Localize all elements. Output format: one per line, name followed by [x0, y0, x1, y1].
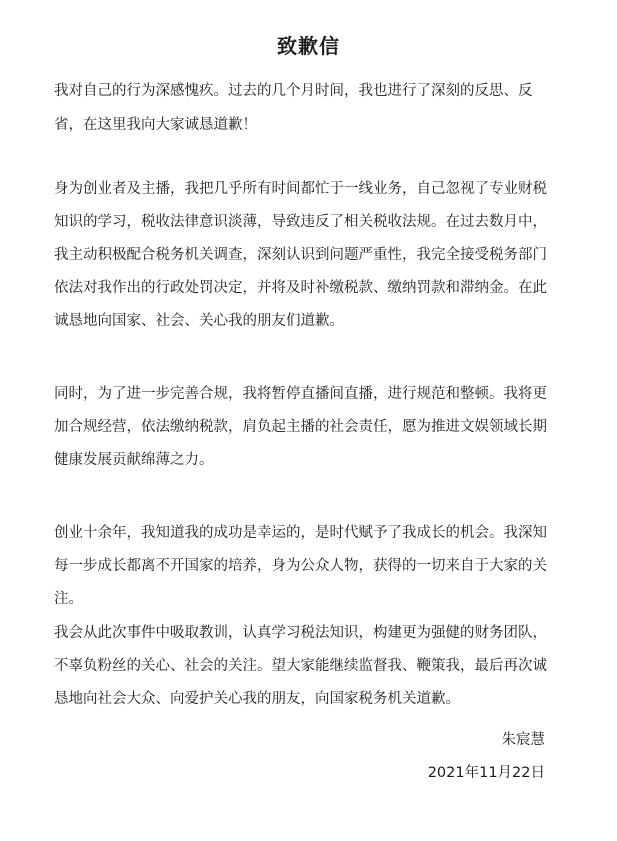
paragraph-4-line-1: 创业十余年，我知道我的成功是幸运的，是时代赋予了我成长的机会。我深知 [54, 525, 547, 541]
signature: 朱宸慧 [501, 732, 545, 748]
paragraph-3-line-2: 加合规经营，依法缴纳税款，肩负起主播的社会责任，愿为推进文娱领域长期 [54, 419, 547, 435]
paragraph-1-line-1: 我对自己的行为深感愧疚。过去的几个月时间，我也进行了深刻的反思、反 [54, 83, 533, 99]
paragraph-3-line-3: 健康发展贡献绵薄之力。 [54, 452, 214, 468]
paragraph-5-line-2: 不辜负粉丝的关心、社会的关注。望大家能继续监督我、鞭策我，最后再次诚 [54, 658, 547, 674]
letter-title: 致歉信 [277, 34, 340, 58]
paragraph-2-line-2: 知识的学习，税收法律意识淡薄，导致违反了相关税收法规。在过去数月中， [54, 214, 547, 230]
paragraph-4-line-3: 注。 [54, 591, 83, 607]
paragraph-5-line-1: 我会从此次事件中吸取教训，认真学习税法知识，构建更为强健的财务团队， [54, 625, 547, 641]
paragraph-2-line-3: 我主动积极配合税务机关调查，深刻认识到问题严重性，我完全接受税务部门 [54, 247, 547, 263]
paragraph-4-line-2: 每一步成长都离不开国家的培养，身为公众人物，获得的一切来自于大家的关 [54, 558, 547, 574]
paragraph-3-line-1: 同时，为了进一步完善合规，我将暂停直播间直播，进行规范和整顿。我将更 [54, 386, 547, 402]
paragraph-2-line-5: 诚恳地向国家、社会、关心我的朋友们道歉。 [54, 313, 344, 329]
letter-date: 2021年11月22日 [427, 765, 545, 781]
paragraph-2-line-1: 身为创业者及主播，我把几乎所有时间都忙于一线业务，自己忽视了专业财税 [54, 181, 547, 197]
paragraph-1-line-2: 省，在这里我向大家诚恳道歉！ [54, 117, 257, 133]
paragraph-5-line-3: 恳地向社会大众、向爱护关心我的朋友，向国家税务机关道歉。 [54, 691, 460, 707]
paragraph-2-line-4: 依法对我作出的行政处罚决定，并将及时补缴税款、缴纳罚款和滞纳金。在此 [54, 280, 547, 296]
